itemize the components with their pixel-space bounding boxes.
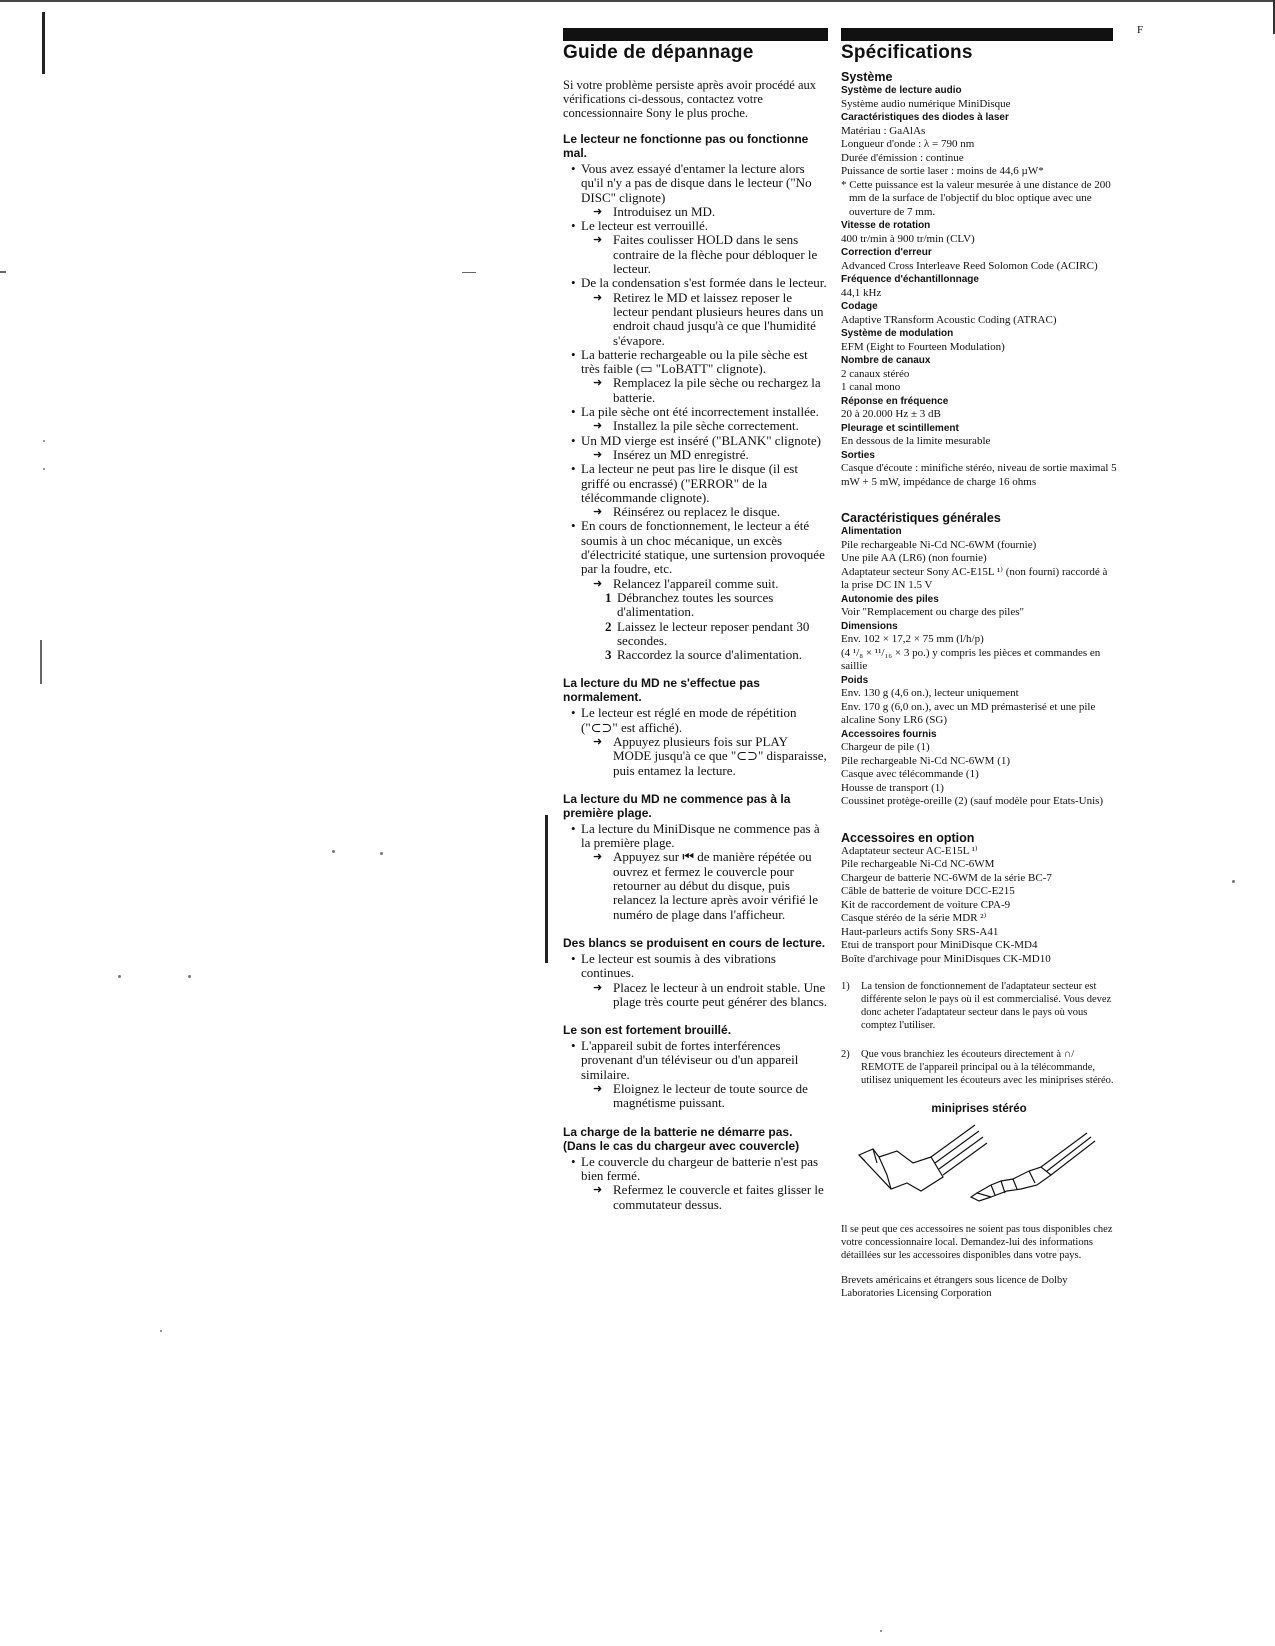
section-rule bbox=[841, 28, 1113, 41]
spec-value: Casque stéréo de la série MDR ²⁾ bbox=[841, 912, 987, 924]
spec-label: Vitesse de rotation bbox=[841, 220, 931, 231]
remedy-list bbox=[581, 735, 828, 778]
remedy-item bbox=[593, 850, 828, 921]
spec-note: * Cette puissance est la valeur mesurée à une distance de 200 mm de la surface de l'objectif du bloc optique avec une ouverture de 7 mm. bbox=[841, 178, 1111, 218]
scan-speck bbox=[188, 975, 191, 978]
spec-value: Casque avec télécommande (1) bbox=[841, 768, 979, 780]
arrow-icon: ➜ bbox=[593, 506, 603, 519]
cause-item bbox=[563, 162, 828, 219]
spec-block bbox=[841, 246, 1117, 273]
spec-value: 44,1 kHz bbox=[841, 286, 882, 299]
troubleshooting-title: Guide de dépannage bbox=[563, 42, 754, 63]
spec-value: Matériau : GaAlAs bbox=[841, 124, 926, 137]
spec-value: Chargeur de pile (1) bbox=[841, 741, 930, 753]
cause-list bbox=[563, 1039, 828, 1110]
spec-label: Système de modulation bbox=[841, 328, 954, 339]
arrow-icon: ➜ bbox=[593, 1083, 603, 1096]
cause-item bbox=[563, 1155, 828, 1212]
spec-category-heading: Caractéristiques générales bbox=[841, 511, 1001, 525]
spec-block bbox=[841, 593, 1117, 620]
cause-item bbox=[563, 348, 828, 405]
remedy-list bbox=[581, 1183, 828, 1212]
remedy-item bbox=[593, 233, 828, 276]
spec-value: Housse de transport (1) bbox=[841, 781, 944, 794]
footnotes bbox=[841, 980, 1117, 1087]
spec-block bbox=[841, 219, 1117, 246]
spec-value: Durée d'émission : continue bbox=[841, 151, 964, 164]
remedy-text: Remplacez la pile sèche ou rechargez la batterie. bbox=[613, 375, 821, 405]
scan-speck bbox=[43, 440, 45, 442]
remedy-text: Eloignez le lecteur de toute source de magnétisme puissant. bbox=[613, 1081, 808, 1111]
spec-block bbox=[841, 620, 1117, 674]
remedy-item bbox=[593, 735, 828, 778]
spec-block bbox=[841, 525, 1117, 593]
arrow-icon: ➜ bbox=[593, 205, 603, 218]
spec-value: Adaptateur secteur AC-E15L ¹⁾ bbox=[841, 844, 978, 857]
arrow-icon: ➜ bbox=[593, 377, 603, 390]
spec-block bbox=[841, 111, 1117, 219]
scan-speck bbox=[462, 272, 476, 273]
spec-value: Adaptateur secteur Sony AC-E15L ¹⁾ (non fourni) raccordé à la prise DC IN 1.5 V bbox=[841, 565, 1108, 591]
scan-speck bbox=[40, 640, 42, 684]
remedy-item bbox=[593, 981, 828, 1010]
remedy-list bbox=[581, 505, 828, 519]
binding-mark bbox=[42, 12, 45, 74]
cause-item bbox=[563, 706, 828, 777]
spec-value: Puissance de sortie laser : moins de 44,6 µW* bbox=[841, 165, 1044, 177]
arrow-icon: ➜ bbox=[593, 420, 603, 433]
spec-value: Pile rechargeable Ni-Cd NC-6WM (1) bbox=[841, 754, 1011, 767]
cause-text: La batterie rechargeable ou la pile sèche est très faible (▭ "LoBATT" clignote). bbox=[581, 346, 808, 377]
cause-item bbox=[563, 1039, 828, 1110]
spec-block bbox=[841, 84, 1117, 111]
spec-value: Env. 130 g (4,6 on.), lecteur uniquement bbox=[841, 687, 1019, 699]
step-number: 3 bbox=[605, 647, 612, 663]
footnote bbox=[841, 1048, 1117, 1087]
remedy-list bbox=[581, 850, 828, 921]
remedy-text: Retirez le MD et laissez reposer le lecteur pendant plusieurs heures dans un endroit chaud jusqu'à ce que l'humidité s'évapore. bbox=[613, 289, 824, 348]
remedy-text: Placez le lecteur à un endroit stable. Une plage très courte peut générer des blancs. bbox=[613, 979, 828, 1009]
remedy-text: Insérez un MD enregistré. bbox=[613, 446, 749, 462]
spacer bbox=[841, 489, 1117, 503]
cause-item bbox=[563, 219, 828, 276]
cause-text: Vous avez essayé d'entamer la lecture alors qu'il n'y a pas de disque dans le lecteur ("No DISC" clignote) bbox=[581, 161, 812, 205]
cause-list bbox=[563, 822, 828, 922]
remedy-list bbox=[581, 448, 828, 462]
remedy-item bbox=[593, 419, 828, 433]
cause-item bbox=[563, 462, 828, 519]
spec-value: Chargeur de batterie NC-6WM de la série BC-7 bbox=[841, 871, 1052, 884]
spec-value: EFM (Eight to Fourteen Modulation) bbox=[841, 340, 1005, 353]
cause-text: Le lecteur est soumis à des vibrations continues. bbox=[581, 950, 776, 981]
problem-heading: Le lecteur ne fonctionne pas ou fonctionne mal. bbox=[563, 132, 809, 160]
cause-list bbox=[563, 706, 828, 777]
spec-category-heading: Système bbox=[841, 70, 893, 84]
spec-block bbox=[841, 300, 1117, 327]
scan-speck bbox=[332, 850, 335, 853]
spec-label: Accessoires fournis bbox=[841, 728, 937, 740]
remedy-list bbox=[581, 205, 828, 219]
spec-value: Pile rechargeable Ni-Cd NC-6WM bbox=[841, 858, 995, 870]
footnote-number: 1) bbox=[841, 981, 850, 992]
arrow-icon: ➜ bbox=[593, 735, 603, 748]
page-mark: F bbox=[1137, 24, 1144, 36]
cause-text: Un MD vierge est inséré ("BLANK" clignote) bbox=[581, 432, 821, 448]
spec-label: Codage bbox=[841, 301, 878, 312]
scan-top-edge bbox=[0, 0, 1275, 2]
specifications-column bbox=[841, 28, 1117, 1312]
arrow-icon: ➜ bbox=[593, 981, 603, 994]
arrow-icon: ➜ bbox=[593, 577, 603, 590]
scan-speck bbox=[1232, 880, 1235, 883]
spec-value: Env. 102 × 17,2 × 75 mm (l/h/p) bbox=[841, 633, 984, 645]
cause-text: La lecture du MiniDisque ne commence pas à la première plage. bbox=[581, 820, 820, 851]
cause-item bbox=[563, 822, 828, 922]
spec-value: Coussinet protège-oreille (2) (sauf modèle pour Etats-Unis) bbox=[841, 795, 1104, 807]
step-number: 2 bbox=[605, 618, 612, 634]
spec-block bbox=[841, 845, 1117, 967]
availability-note: Il se peut que ces accessoires ne soient pas tous disponibles chez votre concessionnaire local. Demandez-lui des informations détaillées sur les accessoires disponibles dans votre pays. bbox=[841, 1224, 1113, 1261]
remedy-item bbox=[593, 205, 828, 219]
troubleshooting-column bbox=[563, 28, 828, 1226]
spec-block bbox=[841, 273, 1117, 300]
cause-item bbox=[563, 434, 828, 463]
spec-value: Casque d'écoute : minifiche stéréo, niveau de sortie maximal 5 mW + 5 mW, impédance de charge 16 ohms bbox=[841, 462, 1117, 488]
remedy-text: Faites coulisser HOLD dans le sens contraire de la flèche pour débloquer le lecteur. bbox=[613, 232, 818, 277]
cause-item bbox=[563, 276, 828, 347]
step-text: Laissez le lecteur reposer pendant 30 secondes. bbox=[617, 618, 810, 648]
problem-heading: La charge de la batterie ne démarre pas. (Dans le cas du chargeur avec couvercle) bbox=[563, 1124, 800, 1153]
cause-text: Le lecteur est réglé en mode de répétition ("⊂⊃" est affiché). bbox=[581, 705, 797, 735]
scan-speck bbox=[118, 975, 121, 978]
spec-value: Pile rechargeable Ni-Cd NC-6WM (fournie) bbox=[841, 538, 1037, 551]
spec-block bbox=[841, 674, 1117, 728]
remedy-list bbox=[581, 419, 828, 433]
stereo-miniplug-illustration bbox=[851, 1119, 1101, 1207]
spec-block bbox=[841, 728, 1117, 809]
remedy-item bbox=[593, 505, 828, 519]
spec-block bbox=[841, 327, 1117, 354]
remedy-text: Refermez le couvercle et faites glisser le commutateur dessus. bbox=[613, 1182, 824, 1212]
spacer bbox=[841, 809, 1117, 823]
scan-speck bbox=[880, 1630, 882, 1632]
spec-value: Câble de batterie de voiture DCC-E215 bbox=[841, 885, 1015, 897]
footnote-text: La tension de fonctionnement de l'adaptateur secteur est différente selon le pays où il est commercialisé. Vous devez donc acheter l'adaptateur secteur dans le pays où vous comptez l'utiliser. bbox=[861, 981, 1112, 1031]
step-item bbox=[605, 620, 828, 649]
spec-value: Etui de transport pour MiniDisque CK-MD4 bbox=[841, 939, 1038, 951]
remedy-list bbox=[581, 233, 828, 276]
remedy-list bbox=[581, 291, 828, 348]
spec-value: (4 ¹/₈ × ¹¹/₁₆ × 3 po.) y compris les pièces et commandes en saillie bbox=[841, 646, 1101, 672]
spec-label: Nombre de canaux bbox=[841, 355, 931, 366]
cause-text: De la condensation s'est formée dans le lecteur. bbox=[581, 275, 827, 291]
remedy-list bbox=[581, 1082, 828, 1111]
spec-label: Système de lecture audio bbox=[841, 85, 962, 96]
spec-label: Correction d'erreur bbox=[841, 247, 932, 258]
cause-item bbox=[563, 952, 828, 1009]
plug-caption: miniprises stéréo bbox=[931, 1103, 1027, 1115]
remedy-text: Réinsérez ou replacez le disque. bbox=[613, 504, 781, 520]
spec-value: Advanced Cross Interleave Reed Solomon Code (ACIRC) bbox=[841, 259, 1098, 272]
spec-label: Alimentation bbox=[841, 526, 902, 537]
spec-value: Voir "Remplacement ou charge des piles" bbox=[841, 606, 1024, 618]
scan-speck bbox=[160, 1330, 162, 1332]
troubleshooting-sections bbox=[563, 132, 828, 1212]
scan-speck bbox=[545, 815, 548, 963]
spec-value: Haut-parleurs actifs Sony SRS-A41 bbox=[841, 925, 999, 938]
remedy-item bbox=[593, 376, 828, 405]
cause-text: Le couvercle du chargeur de batterie n'est pas bien fermé. bbox=[581, 1153, 819, 1183]
spec-block bbox=[841, 422, 1117, 449]
remedy-item bbox=[593, 577, 828, 591]
remedy-list bbox=[581, 577, 828, 591]
remedy-item bbox=[593, 291, 828, 348]
spec-block bbox=[841, 449, 1117, 490]
arrow-icon: ➜ bbox=[593, 291, 603, 304]
cause-item bbox=[563, 519, 828, 662]
remedy-text: Appuyez sur ⏮ de manière répétée ou ouvrez et fermez le couvercle pour retourner au début du disque, puis relancez la lecture après avoir vérifié le numéro de plage dans l'afficheur. bbox=[613, 849, 818, 922]
section-rule bbox=[563, 28, 828, 41]
remedy-text: Appuyez plusieurs fois sur PLAY MODE jusqu'à ce que "⊂⊃" disparaisse, puis entamez la lecture. bbox=[613, 733, 827, 778]
remedy-item bbox=[593, 448, 828, 462]
step-item bbox=[605, 591, 828, 620]
cause-item bbox=[563, 405, 828, 434]
specification-categories bbox=[841, 70, 1117, 966]
scan-speck bbox=[380, 852, 383, 855]
remedy-text: Relancez l'appareil comme suit. bbox=[613, 575, 779, 591]
problem-heading: La lecture du MD ne commence pas à la première plage. bbox=[563, 791, 791, 820]
step-text: Raccordez la source d'alimentation. bbox=[617, 647, 802, 663]
spec-block bbox=[841, 354, 1117, 395]
remedy-item bbox=[593, 1183, 828, 1212]
troubleshooting-intro: Si votre problème persiste après avoir procédé aux vérifications ci-dessous, contactez votre concessionnaire Sony le plus proche. bbox=[563, 78, 817, 120]
spec-label: Réponse en fréquence bbox=[841, 395, 949, 407]
spec-value: 400 tr/min à 900 tr/min (CLV) bbox=[841, 232, 975, 245]
spec-value: Longueur d'onde : λ = 790 nm bbox=[841, 138, 975, 150]
remedy-item bbox=[593, 1082, 828, 1111]
cause-list bbox=[563, 1155, 828, 1212]
spec-value: 2 canaux stéréo bbox=[841, 367, 910, 380]
spec-label: Fréquence d'échantillonnage bbox=[841, 274, 979, 285]
cause-text: La pile sèche ont été incorrectement installée. bbox=[581, 404, 819, 420]
cause-text: En cours de fonctionnement, le lecteur a été soumis à un choc mécanique, un excès d'électricité statique, une surtension provoquée par la foudre, etc. bbox=[581, 518, 825, 577]
step-item bbox=[605, 648, 828, 662]
spec-value: Kit de raccordement de voiture CPA-9 bbox=[841, 898, 1011, 911]
arrow-icon: ➜ bbox=[593, 448, 603, 461]
footnote-number: 2) bbox=[841, 1049, 850, 1060]
scan-speck bbox=[0, 271, 6, 273]
remedy-list bbox=[581, 981, 828, 1010]
cause-list bbox=[563, 162, 828, 662]
spec-label: Poids bbox=[841, 674, 869, 686]
spec-value: Adaptive TRansform Acoustic Coding (ATRAC) bbox=[841, 313, 1057, 326]
remedy-text: Installez la pile sèche correctement. bbox=[613, 418, 799, 434]
spec-value: Boîte d'archivage pour MiniDisques CK-MD10 bbox=[841, 952, 1051, 965]
cause-text: Le lecteur est verrouillé. bbox=[581, 218, 709, 234]
arrow-icon: ➜ bbox=[593, 1184, 603, 1197]
problem-heading: Le son est fortement brouillé. bbox=[563, 1023, 732, 1038]
spec-value: Env. 170 g (6,0 on.), avec un MD prémasterisé et une pile alcaline Sony LR6 (SG) bbox=[841, 700, 1096, 726]
arrow-icon: ➜ bbox=[593, 851, 603, 864]
remedy-text: Introduisez un MD. bbox=[613, 203, 716, 219]
spec-label: Dimensions bbox=[841, 620, 898, 632]
cause-list bbox=[563, 952, 828, 1009]
step-text: Débranchez toutes les sources d'alimentation. bbox=[617, 589, 774, 620]
cause-text: L'appareil subit de fortes interférences provenant d'un téléviseur ou d'un appareil similaire. bbox=[581, 1038, 799, 1082]
spec-label: Autonomie des piles bbox=[841, 593, 939, 605]
problem-heading: Des blancs se produisent en cours de lecture. bbox=[563, 935, 826, 950]
cause-text: La lecteur ne peut pas lire le disque (il est griffé ou encrassé) ("ERROR" de la télécommande clignote). bbox=[581, 461, 798, 505]
scan-speck bbox=[43, 468, 45, 470]
spec-label: Caractéristiques des diodes à laser bbox=[841, 112, 1009, 123]
spec-value: Une pile AA (LR6) (non fournie) bbox=[841, 552, 987, 564]
footnote bbox=[841, 980, 1117, 1032]
spec-label: Pleurage et scintillement bbox=[841, 422, 959, 434]
arrow-icon: ➜ bbox=[593, 234, 603, 247]
problem-heading: La lecture du MD ne s'effectue pas normalement. bbox=[563, 676, 760, 705]
spec-category-heading: Accessoires en option bbox=[841, 830, 975, 845]
specifications-title: Spécifications bbox=[841, 42, 973, 63]
footnote-text: Que vous branchiez les écouteurs directement à ∩/ REMOTE de l'appareil principal ou à la télécommande, utilisez uniquement les écouteurs avec les miniprises stéréo. bbox=[861, 1049, 1114, 1086]
spec-value: 20 à 20.000 Hz ± 3 dB bbox=[841, 408, 941, 420]
step-number: 1 bbox=[605, 589, 612, 605]
remedy-list bbox=[581, 376, 828, 405]
spec-label: Sorties bbox=[841, 449, 875, 461]
license-note: Brevets américains et étrangers sous licence de Dolby Laboratories Licensing Corporation bbox=[841, 1275, 1068, 1299]
step-list bbox=[605, 591, 828, 662]
spec-value: Système audio numérique MiniDisque bbox=[841, 97, 1011, 110]
spec-value: 1 canal mono bbox=[841, 381, 901, 393]
spec-value: En dessous de la limite mesurable bbox=[841, 435, 991, 447]
spec-block bbox=[841, 395, 1117, 422]
